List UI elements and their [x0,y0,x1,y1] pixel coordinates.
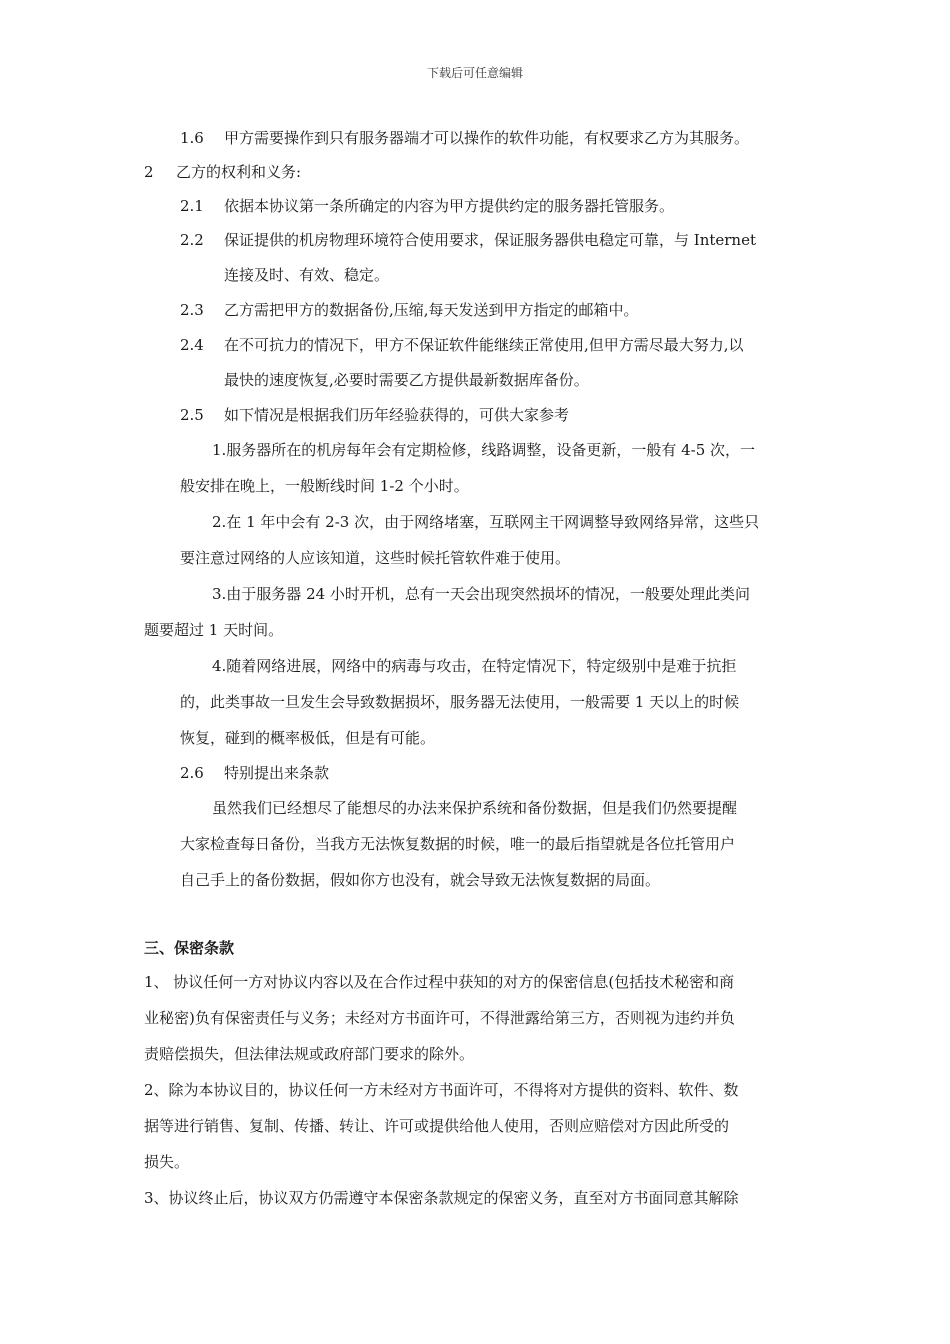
clause-2-1-text: 依据本协议第一条所确定的内容为甲方提供约定的服务器托管服务。 [224,197,675,215]
clause-2-2-line2: 连接及时、有效、稳定。 [224,266,390,284]
confidentiality-clause-2-line3: 损失。 [144,1153,190,1171]
section-2-number: 2 [144,163,154,181]
note-3-line2: 题要超过 1 天时间。 [144,621,284,639]
confidentiality-clause-2-line2: 据等进行销售、复制、传播、转让、许可或提供给他人使用，否则应赔偿对方因此所受的 [144,1117,730,1135]
clause-2-2-line1: 保证提供的机房物理环境符合使用要求，保证服务器供电稳定可靠，与 Internet [224,231,756,249]
note-4-line3: 恢复，碰到的概率极低，但是有可能。 [180,729,436,747]
clause-2-3-number: 2.3 [180,301,204,319]
note-3-line1: 3.由于服务器 24 小时开机，总有一天会出现突然损坏的情况，一般要处理此类问 [212,585,750,603]
special-clause-line1: 虽然我们已经想尽了能想尽的办法来保护系统和备份数据，但是我们仍然要提醒 [212,799,738,817]
clause-2-4-line2: 最快的速度恢复,必要时需要乙方提供最新数据库备份。 [224,371,589,389]
note-2-line1: 2.在 1 年中会有 2-3 次，由于网络堵塞，互联网主干网调整导致网络异常，这些只 [212,513,760,531]
note-4-line2: 的，此类事故一旦发生会导致数据损坏，服务器无法使用，一般需要 1 天以上的时候 [180,693,740,711]
clause-2-5-text: 如下情况是根据我们历年经验获得的，可供大家参考 [224,406,570,424]
clause-2-4-line1: 在不可抗力的情况下，甲方不保证软件能继续正常使用,但甲方需尽最大努力,以 [224,336,744,354]
clause-2-6-number: 2.6 [180,764,204,782]
confidentiality-clause-2-line1: 2、除为本协议目的，协议任何一方未经对方书面许可，不得将对方提供的资料、软件、数 [144,1081,739,1099]
clause-2-2-number: 2.2 [180,231,204,249]
clause-1-6-number: 1.6 [180,129,204,147]
special-clause-line3: 自己手上的备份数据，假如你方也没有，就会导致无法恢复数据的局面。 [180,871,661,889]
confidentiality-clause-1-line3: 责赔偿损失，但法律法规或政府部门要求的除外。 [144,1045,475,1063]
special-clause-line2: 大家检查每日备份，当我方无法恢复数据的时候，唯一的最后指望就是各位托管用户 [180,835,736,853]
clause-2-6-text: 特别提出来条款 [224,764,330,782]
section-2-title: 乙方的权利和义务: [176,163,302,181]
confidentiality-clause-3-line1: 3、协议终止后，协议双方仍需遵守本保密条款规定的保密义务，直至对方书面同意其解除 [144,1189,739,1207]
note-1-line1: 1.服务器所在的机房每年会有定期检修，线路调整，设备更新，一般有 4-5 次，一 [212,441,756,459]
note-4-line1: 4.随着网络进展，网络中的病毒与攻击，在特定情况下，特定级别中是难于抗拒 [212,657,737,675]
clause-2-3-text: 乙方需把甲方的数据备份,压缩,每天发送到甲方指定的邮箱中。 [224,301,639,319]
note-1-line2: 般安排在晚上，一般断线时间 1-2 个小时。 [180,477,469,495]
confidentiality-clause-1-line1: 1、 协议任何一方对协议内容以及在合作过程中获知的对方的保密信息(包括技术秘密和商 [144,973,735,991]
clause-1-6-text: 甲方需要操作到只有服务器端才可以操作的软件功能，有权要求乙方为其服务。 [224,129,750,147]
clause-2-1-number: 2.1 [180,197,204,215]
clause-2-5-number: 2.5 [180,406,204,424]
confidentiality-clause-1-line2: 业秘密)负有保密责任与义务；未经对方书面许可，不得泄露给第三方，否则视为违约并负 [144,1009,735,1027]
clause-2-4-number: 2.4 [180,336,204,354]
page-header-note: 下载后可任意编辑 [426,66,523,80]
confidentiality-section-title: 三、保密条款 [144,939,235,957]
note-2-line2: 要注意过网络的人应该知道，这些时候托管软件难于使用。 [180,549,571,567]
